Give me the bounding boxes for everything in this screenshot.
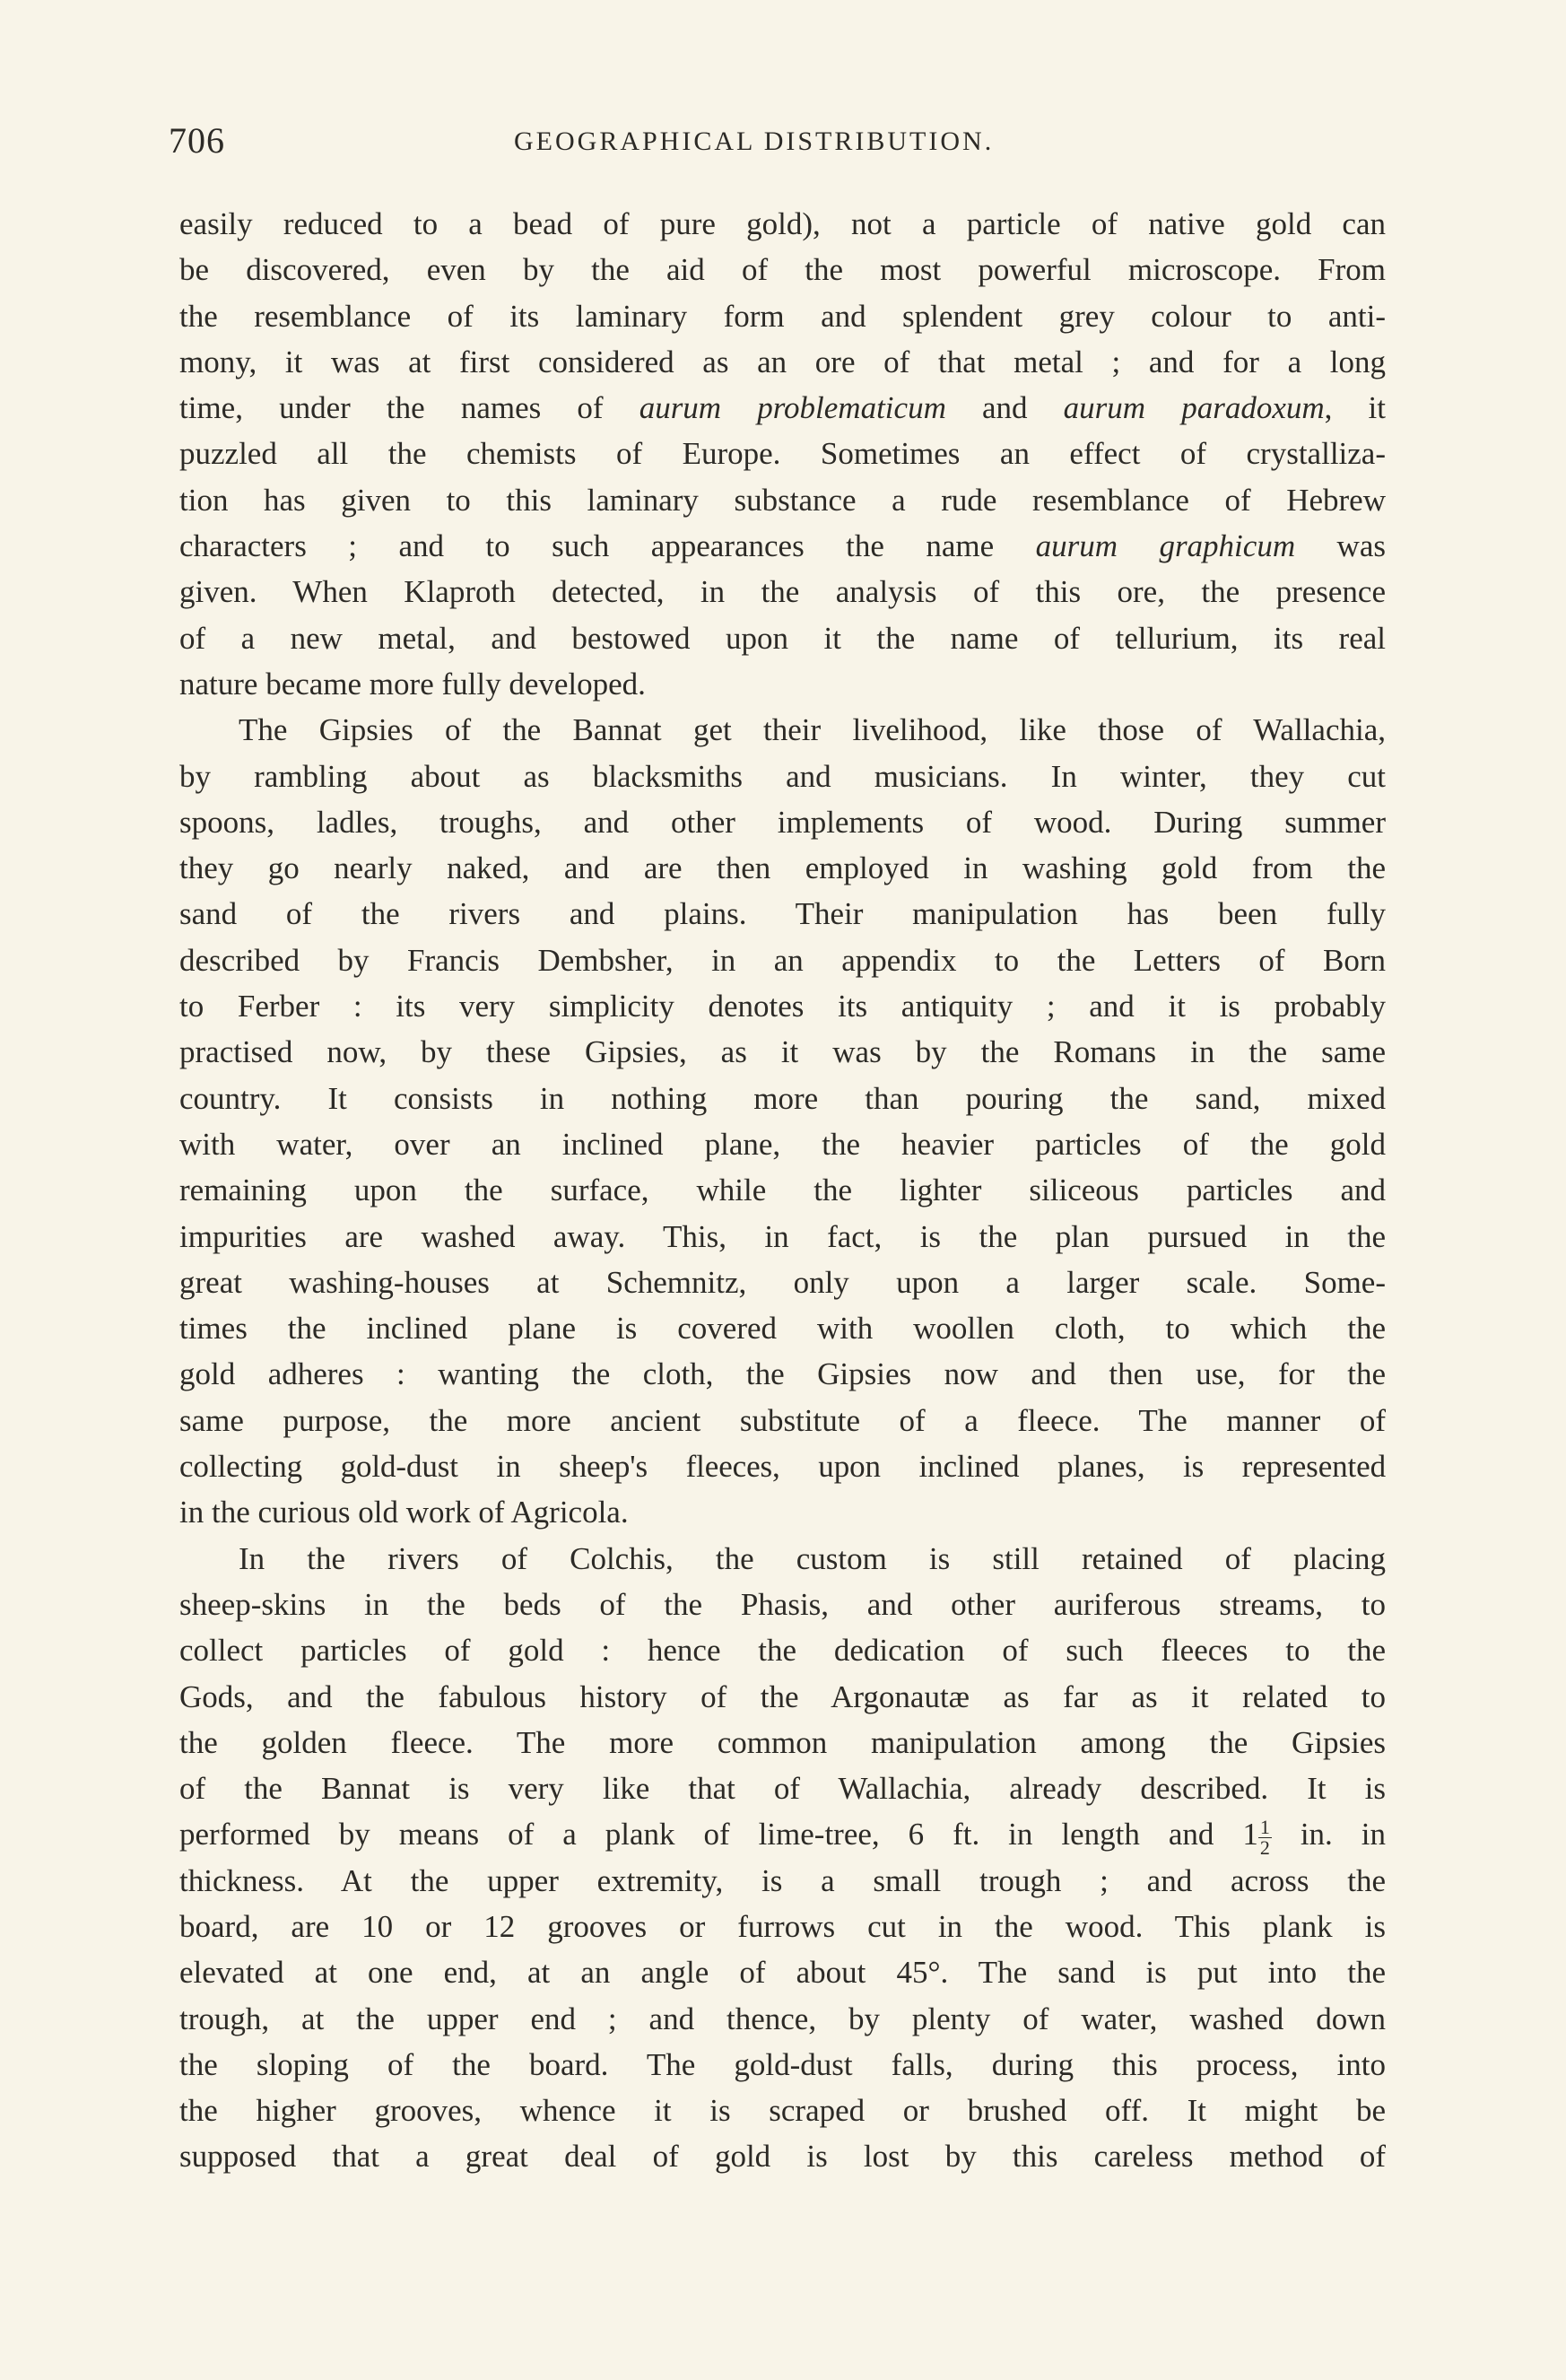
text-line: thickness. At the upper extremity, is a small trough ; and across the — [179, 1862, 1386, 1898]
text-line: tion has given to this laminary substance a rude resemblance of Hebrew — [179, 482, 1386, 518]
text-line: easily reduced to a bead of pure gold), not a particle of native gold can — [179, 206, 1386, 241]
text-segment: performed by means of a plank of lime-tree, 6 ft. in length and 1 — [179, 1817, 1258, 1853]
text-line: collecting gold-dust in sheep's fleeces, upon inclined planes, is represented — [179, 1449, 1386, 1485]
text-line: be discovered, even by the aid of the most powerful microscope. From — [179, 252, 1386, 288]
text-segment: and — [945, 390, 1064, 426]
text-line: gold adheres : wanting the cloth, the Gipsies now and then use, for the — [179, 1356, 1386, 1392]
text-line: by rambling about as blacksmiths and musicians. In winter, they cut — [179, 758, 1386, 794]
text-line: sand of the rivers and plains. Their manipulation has been fully — [179, 896, 1386, 932]
text-segment: was — [1295, 528, 1386, 564]
text-line: to Ferber : its very simplicity denotes its antiquity ; and it is probably — [179, 989, 1386, 1024]
text-line: elevated at one end, at an angle of about 45°. The sand is put into the — [179, 1955, 1386, 1991]
paragraph-start-line: In the rivers of Colchis, the custom is still retained of placing — [239, 1540, 1386, 1576]
text-line: of the Bannat is very like that of Wallachia, already described. It is — [179, 1771, 1386, 1807]
text-line: spoons, ladles, troughs, and other implements of wood. During summer — [179, 804, 1386, 840]
fraction-denominator: 2 — [1259, 1835, 1270, 1858]
text-line: impurities are washed away. This, in fact, is the plan pursued in the — [179, 1218, 1386, 1254]
text-line: Gods, and the fabulous history of the Argonautæ as far as it related to — [179, 1678, 1386, 1714]
paragraph-start-line: The Gipsies of the Bannat get their livelihood, like those of Wallachia, — [239, 712, 1386, 748]
fraction — [1258, 1815, 1272, 1858]
text-line: board, are 10 or 12 grooves or furrows cut in the wood. This plank is — [179, 1908, 1386, 1944]
text-line: described by Francis Dembsher, in an appendix to the Letters of Born — [179, 942, 1386, 978]
text-line — [179, 385, 1386, 431]
text-line: they go nearly naked, and are then employed in washing gold from the — [179, 850, 1386, 886]
text-line: the sloping of the board. The gold-dust falls, during this process, into — [179, 2046, 1386, 2082]
page-number: 706 — [169, 120, 225, 161]
text-line: practised now, by these Gipsies, as it was by the Romans in the same — [179, 1034, 1386, 1070]
text-line: trough, at the upper end ; and thence, by plenty of water, washed down — [179, 2001, 1386, 2036]
text-line — [179, 523, 1386, 569]
text-line: the golden fleece. The more common manipulation among the Gipsies — [179, 1724, 1386, 1760]
body-text — [179, 201, 1386, 2180]
text-segment: , it — [1324, 390, 1386, 426]
text-line: the higher grooves, whence it is scraped or brushed off. It might be — [179, 2093, 1386, 2129]
running-head — [169, 119, 1397, 170]
text-line: country. It consists in nothing more than pouring the sand, mixed — [179, 1080, 1386, 1116]
text-line: sheep-skins in the beds of the Phasis, and other auriferous streams, to — [179, 1586, 1386, 1622]
text-line: of a new metal, and bestowed upon it the name of tellurium, its real — [179, 620, 1386, 656]
text-segment: characters ; and to such appearances the name — [179, 528, 1036, 564]
text-line: great washing-houses at Schemnitz, only upon a larger scale. Some- — [179, 1264, 1386, 1300]
text-line: remaining upon the surface, while the lighter siliceous particles and — [179, 1173, 1386, 1208]
text-line: puzzled all the chemists of Europe. Sometimes an effect of crystalliza- — [179, 436, 1386, 472]
text-line: times the inclined plane is covered with woollen cloth, to which the — [179, 1311, 1386, 1347]
section-title: GEOGRAPHICAL DISTRIBUTION. — [514, 126, 995, 156]
text-line: collect particles of gold : hence the dedication of such fleeces to the — [179, 1633, 1386, 1669]
text-line: supposed that a great deal of gold is lost by this careless method of — [179, 2139, 1386, 2175]
text-line: mony, it was at first considered as an ore of that metal ; and for a long — [179, 344, 1386, 379]
latin-term: aurum paradoxum — [1063, 390, 1325, 426]
text-line: given. When Klaproth detected, in the analysis of this ore, the presence — [179, 574, 1386, 610]
text-line: with water, over an inclined plane, the heavier particles of the gold — [179, 1126, 1386, 1162]
latin-term: aurum graphicum — [1035, 528, 1296, 564]
fraction-numerator: 1 — [1259, 1815, 1270, 1838]
text-line: same purpose, the more ancient substitute of a fleece. The manner of — [179, 1402, 1386, 1438]
text-line: the resemblance of its laminary form and splendent grey colour to anti- — [179, 298, 1386, 334]
text-line — [179, 1811, 1386, 1857]
text-segment: in. in — [1271, 1817, 1386, 1853]
text-segment: time, under the names of — [179, 390, 639, 426]
text-line: nature became more fully developed. — [179, 666, 646, 702]
text-line: in the curious old work of Agricola. — [179, 1495, 629, 1530]
latin-term: aurum problematicum — [639, 390, 946, 426]
